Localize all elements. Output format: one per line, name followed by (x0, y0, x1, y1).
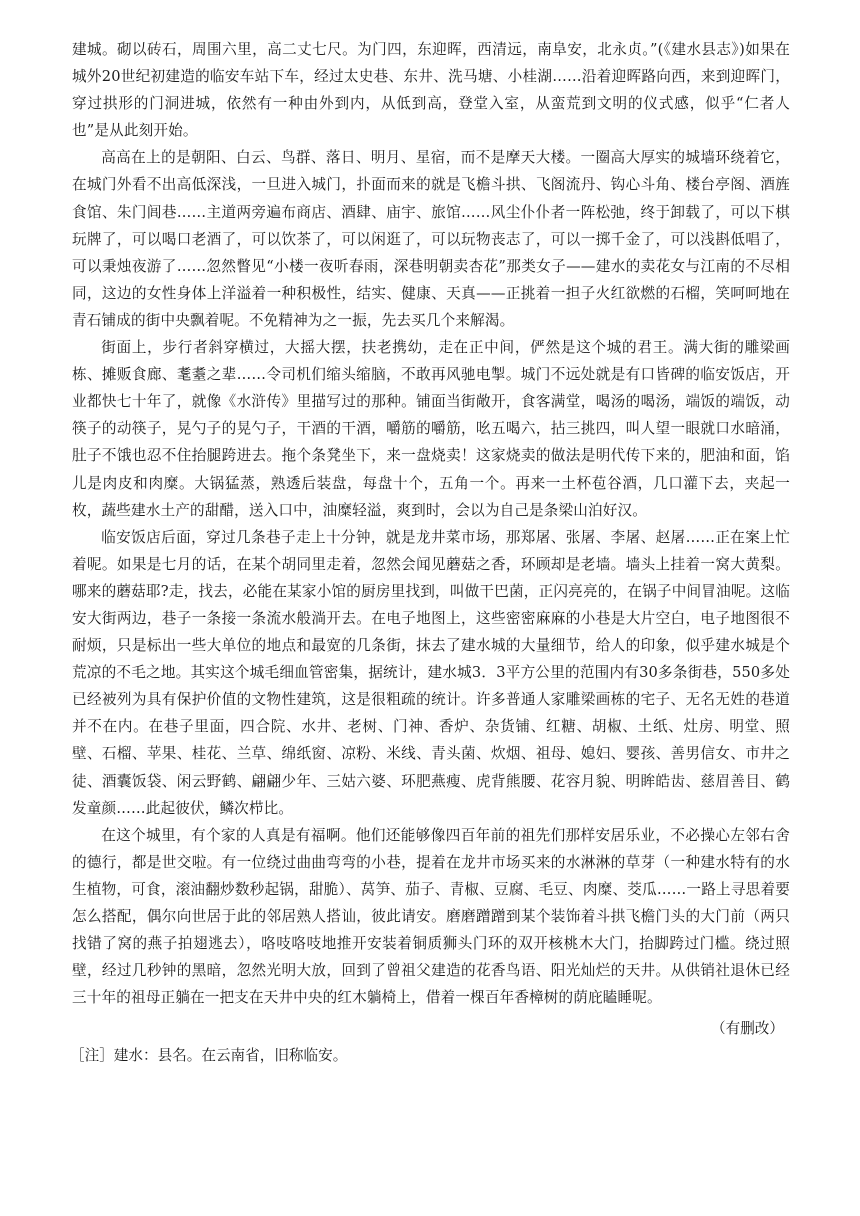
paragraph-5: 在这个城里，有个家的人真是有福啊。他们还能够像四百年前的祖先们那样安居乐业，不必操心左邻右舍的德行，都是世交啦。有一位绕过曲曲弯弯的小巷，提着在龙井市场买来的水淋淋的草芽（一种建水特有的水生植物，可食，滚油翻炒数秒起锅，甜脆）、莴笋、茄子、青椒、豆腐、毛豆、肉糜、茭瓜……一路上寻思着要怎么搭配，偶尔向世居于此的邻居熟人搭讪，彼此请安。磨磨蹭蹭到某个装饰着斗拱飞檐门头的大门前（两只找错了窝的燕子拍翅逃去），咯吱咯吱地推开安装着铜质狮头门环的双开核桃木大门，抬脚跨过门槛。绕过照壁，经过几秒钟的黑暗，忽然光明大放，回到了曾祖父建造的花香鸟语、阳光灿烂的天井。从供销社退休已经三十年的祖母正躺在一把支在天井中央的红木躺椅上，借着一棵百年香樟树的荫庇瞌睡呢。 (72, 826, 790, 1007)
article (72, 36, 790, 1069)
paragraph-1: 建城。砌以砖石，周围六里，高二丈七尺。为门四，东迎晖，西清远，南阜安，北永贞。”(《建水县志》)如果在城外20世纪初建造的临安车站下车，经过太史巷、东井、洗马塘、小桂湖……沿着迎晖路向西，来到迎晖门，穿过拱形的门洞进城，依然有一种由外到内，从低到高，登堂入室，从蛮荒到文明的仪式感，似乎“仁者人也”是从此刻开始。 (72, 41, 790, 140)
source-note: （有删改） (711, 1020, 784, 1038)
footnote: ［注］建水：县名。在云南省，旧称临安。 (70, 1047, 348, 1065)
paragraph-2: 高高在上的是朝阳、白云、鸟群、落日、明月、星宿，而不是摩天大楼。一圈高大厚实的城墙环绕着它，在城门外看不出高低深浅，一旦进入城门，扑面而来的就是飞檐斗拱、飞阁流丹、钩心斗角、楼台亭阁、酒旌食馆、朱门闾巷……主道两旁遍布商店、酒肆、庙宇、旅馆……风尘仆仆者一阵松弛，终于卸载了，可以下棋玩牌了，可以喝口老酒了，可以饮茶了，可以闲逛了，可以玩物丧志了，可以一掷千金了，可以浅斟低唱了，可以秉烛夜游了……忽然瞥见“小楼一夜听春雨，深巷明朝卖杏花”那类女子——建水的卖花女与江南的不尽相同，这边的女性身体上洋溢着一种积极性，结实、健康、天真——正挑着一担子火红欲燃的石榴，笑呵呵地在青石铺成的街中央飘着呢。不免精神为之一振，先去买几个来解渴。 (72, 149, 790, 329)
paragraph-4: 临安饭店后面，穿过几条巷子走上十分钟，就是龙井菜市场，那郑屠、张屠、李屠、赵屠……正在案上忙着呢。如果是七月的话，在某个胡同里走着，忽然会闻见蘑菇之香，环顾却是老墙。墙头上挂着一窝大黄梨。哪来的蘑菇耶?走，找去，必能在某家小馆的厨房里找到，叫做干巴菌，正闪亮亮的，在锅子中间冒油呢。这临安大街两边，巷子一条接一条流水般淌开去。在电子地图上，这些密密麻麻的小巷是大片空白，电子地图很不耐烦，只是标出一些大单位的地点和最宽的几条街，抹去了建水城的大量细节，给人的印象，似乎建水城是个荒凉的不毛之地。其实这个城毛细血管密集，据统计，建水城3．3平方公里的范围内有30多条街巷，550多处已经被列为具有保护价值的文物性建筑，这是很粗疏的统计。许多普通人家雕梁画栋的宅子、无名无姓的巷道并不在内。在巷子里面，四合院、水井、老树、门神、香炉、杂货铺、红糖、胡椒、土纸、灶房、明堂、照壁、石榴、苹果、桂花、兰草、绵纸窗、凉粉、米线、青头菌、炊烟、祖母、媳妇、婴孩、善男信女、市井之徒、酒囊饭袋、闲云野鹤、翩翩少年、三姑六婆、环肥燕瘦、虎背熊腰、花容月貌、明眸皓齿、慈眉善目、鹤发童颜……此起彼伏，鳞次栉比。 (72, 528, 790, 817)
paragraph-3: 街面上，步行者斜穿横过，大摇大摆，扶老携幼，走在正中间，俨然是这个城的君王。满大街的雕梁画栋、摊贩食廊、耄耋之辈……令司机们缩头缩脑，不敢再风驰电掣。城门不远处就是有口皆碑的临安饭店，开业都快七十年了，就像《水浒传》里描写过的那种。铺面当街敞开，食客满堂，喝汤的喝汤，端饭的端饭，动筷子的动筷子，晃勺子的晃勺子，干酒的干酒，嚼筋的嚼筋，吆五喝六，拈三挑四，叫人望一眼就口水暗涌，肚子不饿也忍不住抬腿跨进去。拖个条凳坐下，来一盘烧卖！这家烧卖的做法是明代传下来的，肥油和面，馅儿是肉皮和肉糜。大锅猛蒸，熟透后装盘，每盘十个，五角一个。再来一土杯苞谷酒，几口灌下去，夹起一枚，蔬些建水土产的甜醋，送入口中，油糜轻溢，爽到时，会以为自己是条梁山泊好汉。 (72, 339, 790, 519)
